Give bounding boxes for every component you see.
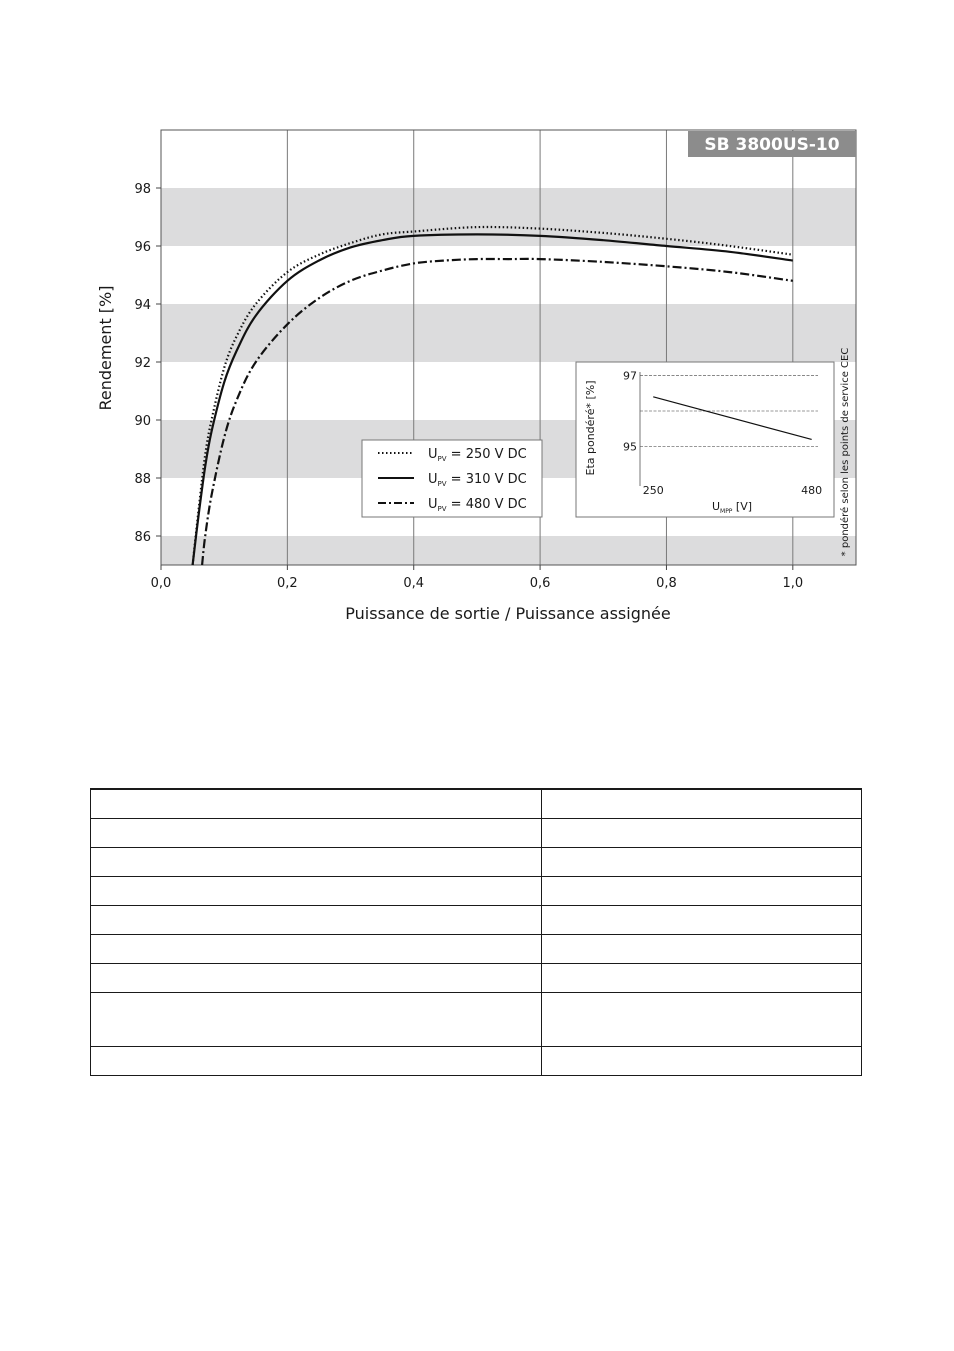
table-row — [91, 935, 862, 964]
table-cell — [91, 848, 542, 877]
inset-y-tick-label: 97 — [623, 369, 637, 383]
table-cell — [91, 993, 542, 1047]
inset-x-label: $U_{MPP}$ [V] — [711, 500, 753, 515]
y-tick-label: 86 — [134, 530, 151, 545]
y-tick-label: 88 — [134, 472, 151, 487]
cec-note: * pondéré selon les points de service CEC — [840, 347, 851, 557]
y-tick-label: 90 — [134, 414, 151, 429]
table-cell — [542, 848, 862, 877]
x-axis-label: Puissance de sortie / Puissance assignée — [345, 604, 671, 623]
y-tick-label: 92 — [134, 356, 151, 371]
legend-entry-250: $U_{PV} = 250$ V DC — [428, 447, 527, 463]
x-tick-label: 0,2 — [277, 576, 298, 591]
table-cell — [542, 964, 862, 993]
x-tick-label: 0,0 — [150, 576, 172, 591]
table-cell — [542, 877, 862, 906]
inset-x-tick-label: 480 — [801, 484, 823, 497]
y-ticks — [134, 182, 161, 545]
table-row — [91, 906, 862, 935]
legend — [362, 440, 542, 517]
table-row — [91, 819, 862, 848]
band-3 — [161, 188, 856, 246]
y-axis-label: Rendement [%] — [96, 285, 115, 411]
table-cell — [542, 906, 862, 935]
table-cell — [542, 935, 862, 964]
table-cell — [91, 935, 542, 964]
y-tick-label: 98 — [134, 182, 151, 197]
table-cell — [91, 819, 542, 848]
table-cell — [91, 964, 542, 993]
table-row — [91, 877, 862, 906]
table-cell — [542, 1047, 862, 1076]
table-cell — [542, 993, 862, 1047]
table-cell — [542, 819, 862, 848]
inset-y-label: Eta pondéré* [%] — [584, 380, 597, 476]
table-row — [91, 848, 862, 877]
table-cell — [91, 877, 542, 906]
inset-box — [576, 362, 834, 517]
table-row — [91, 789, 862, 819]
y-tick-label: 96 — [134, 240, 151, 255]
inset-y-tick-label: 95 — [623, 440, 637, 454]
x-tick-label: 0,6 — [529, 576, 551, 591]
table-cell — [91, 1047, 542, 1076]
band-2 — [161, 304, 856, 362]
table-row — [91, 1047, 862, 1076]
legend-entry-480: $U_{PV} = 480$ V DC — [428, 497, 527, 513]
x-ticks — [151, 565, 804, 591]
band-0 — [161, 536, 856, 565]
x-tick-label: 0,8 — [656, 576, 677, 591]
y-tick-label: 94 — [134, 298, 151, 313]
table-cell — [91, 906, 542, 935]
table-cell — [542, 789, 862, 819]
table-cell — [91, 789, 542, 819]
x-tick-label: 0,4 — [403, 576, 425, 591]
x-tick-label: 1,0 — [782, 576, 804, 591]
table-row — [91, 993, 862, 1047]
inset-x-tick-label: 250 — [642, 484, 664, 497]
table-row — [91, 964, 862, 993]
model-label: SB 3800US-10 — [704, 135, 840, 155]
spec-table — [90, 788, 862, 1076]
legend-entry-310: $U_{PV} = 310$ V DC — [428, 472, 527, 488]
inset-chart — [576, 362, 834, 517]
